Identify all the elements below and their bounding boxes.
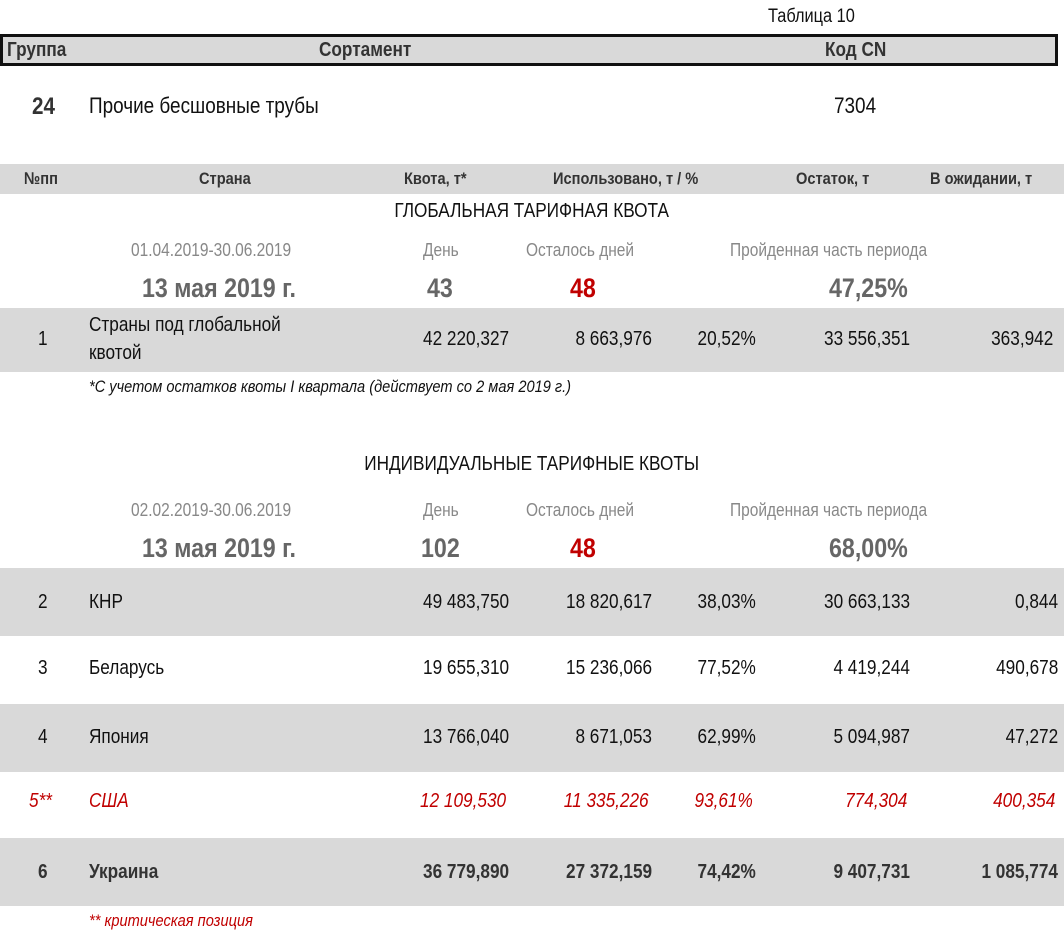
global-days-left-value: 48 — [570, 273, 596, 303]
col-remainder: Остаток, т — [796, 169, 870, 188]
global-period: 01.04.2019-30.06.2019 — [131, 240, 292, 260]
row-used: 8 671,053 — [575, 726, 652, 748]
table-row — [0, 636, 1064, 704]
row-used: 15 236,066 — [565, 657, 652, 679]
row-used: 8 663,976 — [575, 328, 652, 350]
table-number-label: Таблица 10 — [768, 6, 855, 27]
col-quota: Квота, т* — [404, 169, 467, 188]
row-country: Беларусь — [89, 657, 165, 679]
global-footnote: *С учетом остатков квоты I квартала (действует со 2 мая 2019 г.) — [89, 377, 572, 396]
row-pending: 0,844 — [1014, 591, 1058, 613]
col-no: №пп — [24, 169, 58, 188]
row-country-line1: Страны под глобальной — [89, 314, 281, 336]
column-header-row — [0, 164, 1064, 194]
row-remainder: 774,304 — [844, 790, 907, 812]
individual-passed-label: Пройденная часть периода — [730, 500, 928, 520]
header-cn-code: Код CN — [825, 39, 887, 61]
group-cn-code: 7304 — [834, 93, 877, 118]
col-used: Использовано, т / % — [553, 169, 699, 188]
row-pending: 1 085,774 — [981, 861, 1058, 883]
row-quota: 13 766,040 — [422, 726, 509, 748]
row-pending: 490,678 — [995, 657, 1058, 679]
row-used-pct: 20,52% — [697, 328, 756, 350]
individual-days-left-value: 48 — [570, 533, 596, 563]
row-remainder: 33 556,351 — [823, 328, 910, 350]
row-quota: 36 779,890 — [422, 861, 509, 883]
header-group: Группа — [7, 39, 67, 61]
row-used-pct: 38,03% — [697, 591, 756, 613]
row-quota: 12 109,530 — [419, 790, 506, 812]
row-remainder: 4 419,244 — [833, 657, 910, 679]
row-used-pct: 74,42% — [697, 861, 756, 883]
row-country: КНР — [89, 591, 123, 613]
header-assortment: Сортамент — [319, 39, 412, 61]
row-quota: 42 220,327 — [422, 328, 509, 350]
table-row-critical — [0, 772, 1064, 838]
row-remainder: 30 663,133 — [823, 591, 910, 613]
individual-period: 02.02.2019-30.06.2019 — [131, 500, 292, 520]
individual-quota-title: ИНДИВИДУАЛЬНЫЕ ТАРИФНЫЕ КВОТЫ — [364, 453, 700, 475]
row-country-line2: квотой — [89, 342, 142, 364]
row-no: 6 — [38, 861, 48, 883]
table-row — [0, 568, 1064, 636]
row-pending: 47,272 — [1005, 726, 1058, 748]
table-row — [0, 704, 1064, 772]
row-country: Япония — [89, 726, 149, 748]
col-country: Страна — [199, 169, 251, 188]
row-country: США — [89, 790, 129, 812]
individual-day-label: День — [423, 500, 459, 520]
individual-date: 13 мая 2019 г. — [142, 533, 296, 563]
row-no: 2 — [38, 591, 48, 613]
row-used-pct: 62,99% — [697, 726, 756, 748]
col-pending: В ожидании, т — [930, 169, 1033, 188]
row-used: 18 820,617 — [565, 591, 652, 613]
global-date: 13 мая 2019 г. — [142, 273, 296, 303]
row-quota: 19 655,310 — [422, 657, 509, 679]
row-no: 3 — [38, 657, 48, 679]
individual-passed-value: 68,00% — [829, 533, 908, 563]
critical-footnote: ** критическая позиция — [89, 911, 253, 930]
table-row — [0, 308, 1064, 372]
row-quota: 49 483,750 — [422, 591, 509, 613]
row-country: Украина — [89, 861, 159, 883]
row-remainder: 5 094,987 — [833, 726, 910, 748]
global-day-label: День — [423, 240, 459, 260]
row-used-pct: 93,61% — [694, 790, 753, 812]
table-row — [0, 838, 1064, 906]
row-no: 1 — [38, 328, 48, 350]
group-name: Прочие бесшовные трубы — [89, 93, 319, 118]
row-used: 27 372,159 — [565, 861, 652, 883]
global-quota-title: ГЛОБАЛЬНАЯ ТАРИФНАЯ КВОТА — [394, 200, 670, 222]
row-pending: 400,354 — [992, 790, 1055, 812]
row-no: 4 — [38, 726, 48, 748]
row-remainder: 9 407,731 — [833, 861, 910, 883]
group-header-bar — [0, 34, 1058, 66]
row-pending: 363,942 — [990, 328, 1053, 350]
global-day-value: 43 — [427, 273, 453, 303]
group-number: 24 — [32, 93, 55, 120]
row-no: 5** — [29, 790, 52, 812]
row-used: 11 335,226 — [564, 790, 649, 812]
global-passed-value: 47,25% — [829, 273, 908, 303]
global-days-left-label: Осталось дней — [526, 240, 635, 260]
individual-days-left-label: Осталось дней — [526, 500, 635, 520]
individual-day-value: 102 — [421, 533, 460, 563]
global-passed-label: Пройденная часть периода — [730, 240, 928, 260]
row-used-pct: 77,52% — [697, 657, 756, 679]
